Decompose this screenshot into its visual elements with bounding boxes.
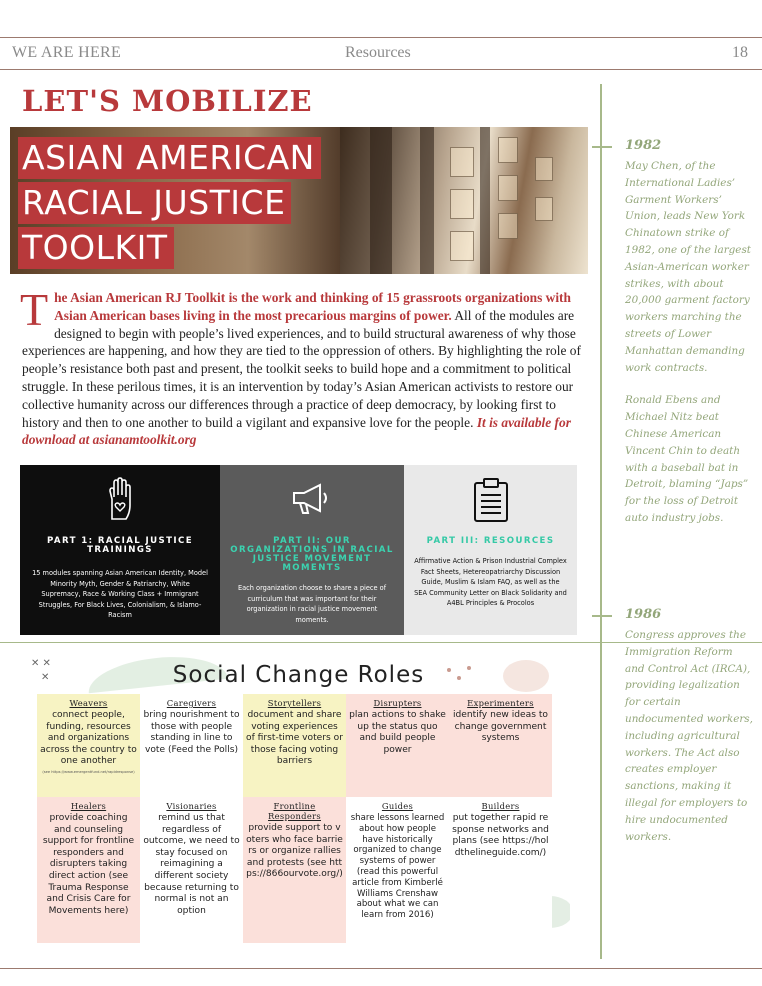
part-1-panel (20, 465, 220, 635)
timeline-text: Congress approves the Immigration Reform and Control Act (IRCA), providing legalization for certain undocumented workers, including agricultural workers. The Act also creates employer sanctions, making it illegal for employers to hire undocumented workers. (625, 629, 753, 843)
part-2-title: PART II: OUR ORGANIZATIONS IN RACIAL JUSTICE MOVEMENT MOMENTS (230, 536, 394, 573)
role-description: remind us that regardless of outcome, we need to stay focused on reimagining a different society because returning to normal is not an option (143, 813, 240, 916)
drop-cap: T (20, 284, 49, 335)
role-name: Guides (381, 801, 414, 811)
header-chapter-title: Resources (345, 44, 411, 61)
footer-rule (0, 968, 762, 969)
timeline-entry-1982 (625, 137, 755, 527)
header-top-rule (0, 37, 762, 38)
role-name: Frontline Responders (268, 801, 321, 821)
social-change-roles-title: Social Change Roles (172, 662, 425, 688)
photo-window (535, 157, 553, 181)
role-card-experimenters (449, 694, 552, 797)
role-description: document and share voting experiences of first-time voters or those facing voting barriers (246, 710, 343, 767)
role-name: Disrupters (373, 698, 422, 708)
page-header (0, 0, 762, 70)
timeline-tick (592, 146, 612, 148)
photo-window (498, 213, 518, 239)
role-description: provide support to voters who face barriers or organize rallies and protests (see https://866ourvote.org/) (246, 823, 343, 880)
timeline-rule (600, 84, 602, 959)
photo-window (498, 175, 518, 201)
header-section-title: WE ARE HERE (12, 44, 122, 61)
timeline-text: Ronald Ebens and Michael Nitz beat Chinese American Vincent Chin to death with a baseball bat in Detroit, blaming “Japs” for the loss of Detroit auto industry jobs. (625, 394, 749, 524)
part-2-panel (220, 465, 404, 635)
role-description: bring nourishment to those with people standing in line to vote (Feed the Polls) (143, 710, 240, 755)
role-card-healers (37, 797, 140, 943)
role-card-storytellers (243, 694, 346, 797)
part-3-description: Affirmative Action & Prison Industrial Complex Fact Sheets, Hetereopatriarchy Discussion Guide, Muslim & Islam FAQ, as well as the SEA Community Letter on Black Solidarity and A4BL Principles & Procolos (414, 557, 567, 607)
role-description: put together rapid response networks and plans (see https://holdthelineguide.com/) (452, 813, 549, 858)
toolkit-title-line: TOOLKIT (18, 227, 174, 269)
role-description: provide coaching and counseling support for frontline responders and disrupters taking direct action (see Trauma Response and Crisis Care for Movements here) (42, 813, 135, 916)
role-card-guides (346, 797, 449, 943)
role-name: Healers (70, 801, 107, 811)
social-change-roles-graphic (27, 656, 570, 952)
photo-column (420, 127, 434, 274)
photo-column (370, 127, 392, 274)
decorative-x: ✕ (41, 672, 50, 683)
timeline-text: May Chen, of the International Ladies’ Garment Workers’ Union, leads New York Chinatown strike of 1982, one of the largest Asian-American worker strikes, with about 20,000 garment factory workers marching the streets of Lower Manhattan demanding work contracts. (625, 160, 751, 374)
part-2-description: Each organization choose to share a piece of curriculum that was important for their organization in racial justice movement moments. (237, 584, 387, 624)
part-1-description: 15 modules spanning Asian American Identity, Model Minority Myth, Gender & Patriarchy, White Supremacy, Race & Working Class + Immigrant Struggles, For Black Lives, Colonialism, & Islamo-Racism (32, 569, 208, 619)
photo-window (535, 197, 553, 221)
page-number: 18 (732, 44, 748, 61)
page-headline: LET'S MOBILIZE (22, 84, 313, 118)
part-1-title: PART 1: RACIAL JUSTICE TRAININGS (47, 536, 193, 555)
role-name: Experimenters (467, 698, 534, 708)
photo-window (450, 147, 474, 177)
role-card-disrupters (346, 694, 449, 797)
toolkit-parts (20, 465, 577, 635)
photo-window (450, 231, 474, 261)
part-3-panel (404, 465, 577, 635)
timeline-year: 1986 (625, 607, 662, 622)
section-divider (0, 642, 762, 643)
role-name: Weavers (69, 698, 108, 708)
intro-paragraph (20, 284, 590, 449)
role-description: identify new ideas to change government systems (453, 710, 548, 744)
toolkit-title-line: ASIAN AMERICAN (18, 137, 321, 179)
role-source: (see https://www.emergentfund.net/rapidresponse) (42, 769, 135, 774)
header-bottom-rule (0, 69, 762, 70)
timeline-year: 1982 (625, 138, 662, 153)
role-card-visionaries (140, 797, 243, 943)
intro-lead-text: he Asian American RJ Toolkit is the work and thinking of 15 grassroots organizations with Asian American bases living in the most precarious margins of power. (54, 290, 571, 323)
intro-body-text: All of the modules are designed to begin with people’s lived experiences, and to build structural awareness of why those experiences are happening, and how they are tied to the oppression of others. By highlighting the role of people’s resistance both past and present, the toolkit seeks to build hope and a commitment to political struggle. In these perilous times, it is an intervention by today’s Asian American activists to restore our collective humanity across our differences through a practice of deep democracy, by looking first to history and then to one another to build a vigilant and expansive love for the people. (22, 307, 581, 430)
photo-window (450, 189, 474, 219)
raised-hand-heart-icon (104, 477, 136, 525)
role-name: Caregivers (166, 698, 217, 708)
decorative-x: ✕ ✕ (31, 658, 51, 669)
toolkit-download-link[interactable]: It is available for download at asianamtoolkit.org (22, 414, 571, 448)
role-card-caregivers (140, 694, 243, 797)
role-card-weavers (37, 694, 140, 797)
role-name: Visionaries (166, 801, 217, 811)
part-3-title: PART III: RESOURCES (426, 536, 555, 546)
role-description: connect people, funding, resources and organizations across the country to one another (40, 710, 137, 767)
toolkit-title-line: RACIAL JUSTICE (18, 182, 291, 224)
photo-window (498, 137, 518, 163)
toolkit-title (18, 137, 358, 272)
role-description: share lessons learned about how people have historically organized to change systems of power (read this powerful article from Kimberlé Williams Crenshaw about what we can learn from 2016) (350, 813, 445, 921)
megaphone-icon (290, 483, 334, 519)
role-card-frontline-responders (243, 797, 346, 943)
role-name: Storytellers (267, 698, 322, 708)
photo-column (480, 127, 490, 274)
role-description: plan actions to shake up the status quo and build people power (349, 710, 446, 755)
timeline-tick (592, 615, 612, 617)
role-card-builders (449, 797, 552, 943)
clipboard-icon (472, 477, 510, 527)
role-name: Builders (481, 801, 520, 811)
